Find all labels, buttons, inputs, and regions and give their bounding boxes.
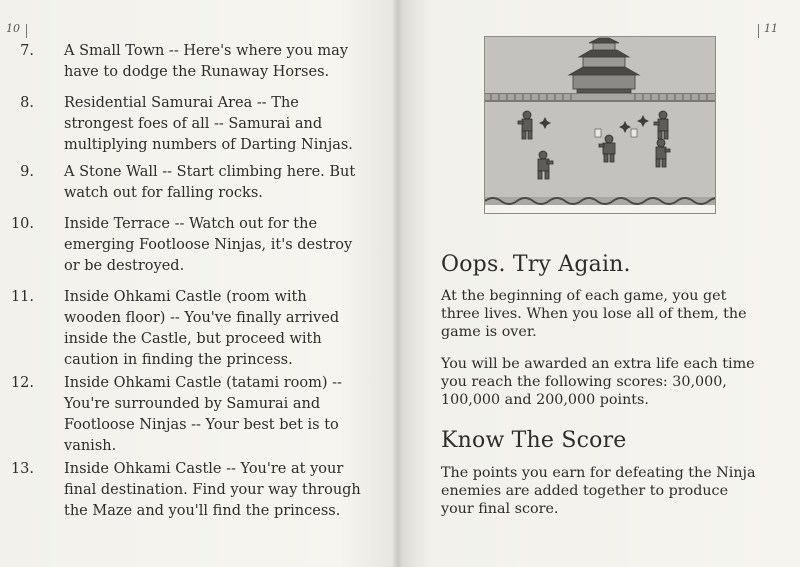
paragraph-lives: At the beginning of each game, you get three lives. When you lose all of them, the game is over. <box>441 288 747 340</box>
paragraph-score: The points you earn for defeating the Ninja enemies are added together to produce your final score. <box>441 465 756 517</box>
item-number: 13. <box>10 461 34 477</box>
page-edge-rule <box>758 24 759 38</box>
item-text: Inside Ohkami Castle (room with wooden floor) -- You've finally arrived inside the Castle, but proceed with caution in finding the princess. <box>64 289 340 368</box>
item-number: 12. <box>10 375 34 391</box>
section-heading-try-again: Oops. Try Again. <box>441 252 631 277</box>
page-number-left: 10 <box>6 22 20 35</box>
item-number: 9. <box>20 164 34 180</box>
item-text: A Stone Wall -- Start climbing here. But watch out for falling rocks. <box>64 164 356 201</box>
game-scene-illustration <box>485 37 715 213</box>
page-edge-rule <box>26 24 27 38</box>
item-text: Inside Terrace -- Watch out for the emerging Footloose Ninjas, it's destroy or be destroyed. <box>64 216 353 274</box>
item-text: A Small Town -- Here's where you may have to dodge the Runaway Horses. <box>64 43 349 80</box>
item-number: 7. <box>20 43 34 59</box>
item-text: Inside Ohkami Castle (tatami room) -- You're surrounded by Samurai and Footloose Ninjas -- Your best bet is to vanish. <box>64 375 342 454</box>
section-heading-score: Know The Score <box>441 428 627 453</box>
page-number-right: 11 <box>764 22 778 35</box>
paragraph-extra-life: You will be awarded an extra life each time you reach the following scores: 30,000, 100,000 and 200,000 points. <box>441 356 755 408</box>
game-screenshot <box>484 36 716 214</box>
right-page <box>402 0 800 567</box>
left-page <box>0 0 398 567</box>
item-number: 8. <box>20 95 34 111</box>
item-text: Inside Ohkami Castle -- You're at your final destination. Find your way through the Maze and you'll find the princess. <box>64 461 361 519</box>
item-text: Residential Samurai Area -- The strongest foes of all -- Samurai and multiplying numbers of Darting Ninjas. <box>64 95 353 153</box>
item-number: 11. <box>10 289 34 305</box>
item-number: 10. <box>10 216 34 232</box>
